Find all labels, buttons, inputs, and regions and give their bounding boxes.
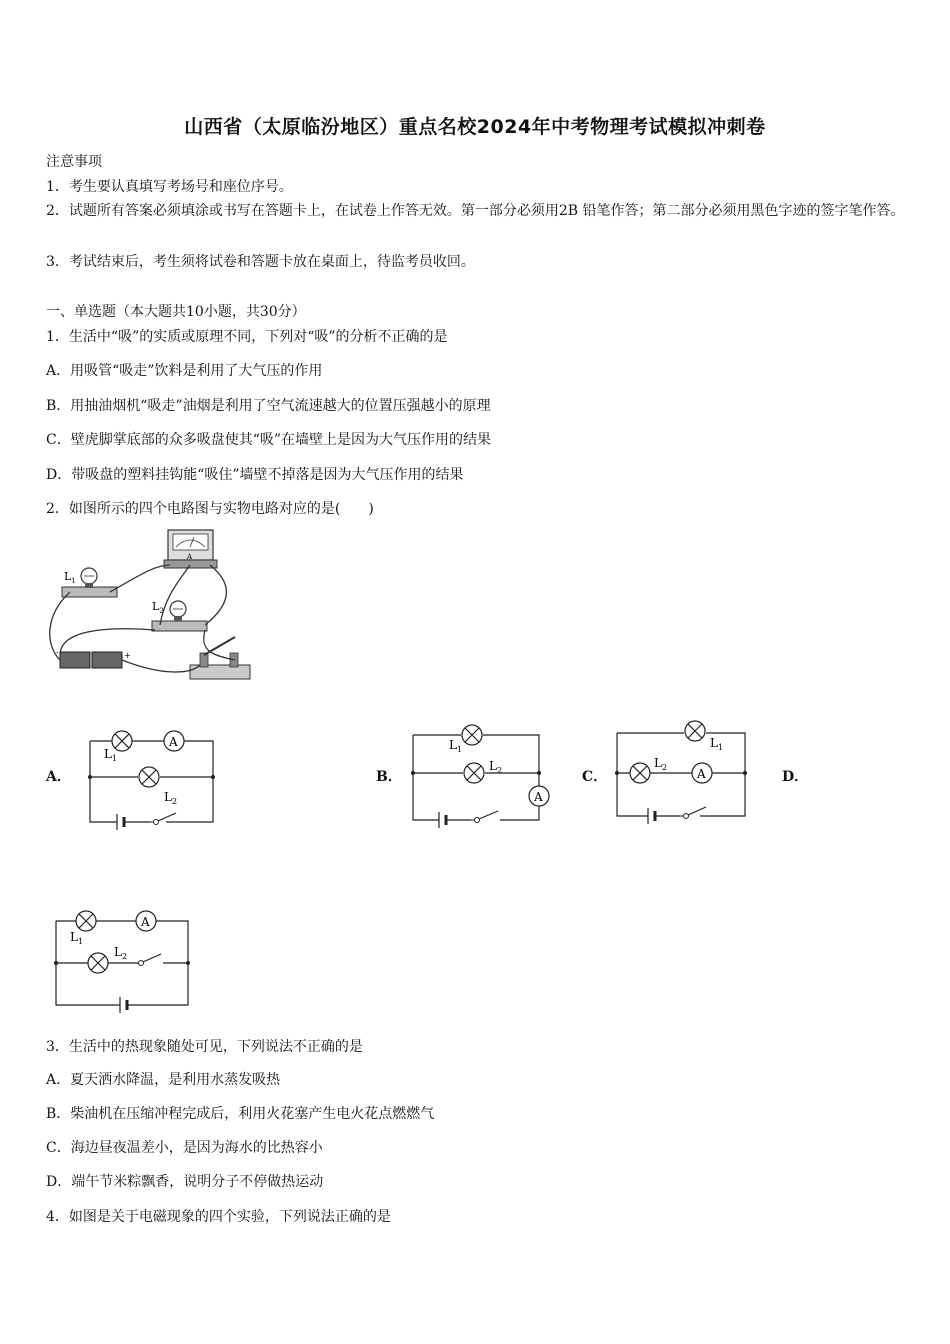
svg-text:A: A bbox=[141, 915, 150, 929]
battery-icon bbox=[439, 812, 446, 828]
switch-icon bbox=[139, 954, 162, 966]
q1-option-b: B．用抽油烟机“吸走”油烟是利用了空气流速越大的位置压强越小的原理 bbox=[46, 398, 491, 414]
ammeter-icon bbox=[529, 786, 549, 806]
label-l1: $L_1$ bbox=[104, 747, 118, 763]
label-l1: $L_1$ bbox=[70, 930, 84, 946]
notice-heading: 注意事项 bbox=[46, 154, 102, 170]
switch-icon bbox=[150, 813, 176, 825]
lamp-l2-icon bbox=[464, 763, 484, 783]
svg-text:A: A bbox=[534, 790, 543, 804]
q3-stem: 3．生活中的热现象随处可见，下列说法不正确的是 bbox=[46, 1039, 363, 1055]
q2-option-b-label: B． bbox=[376, 769, 402, 785]
svg-text:+: + bbox=[124, 651, 131, 660]
switch-icon bbox=[190, 637, 250, 679]
q2-option-d-label: D． bbox=[782, 769, 809, 785]
battery-icon bbox=[56, 648, 131, 668]
notice-item-3: 3．考试结束后，考生须将试卷和答题卡放在桌面上，待监考员收回。 bbox=[46, 254, 475, 270]
svg-text:A: A bbox=[169, 735, 178, 749]
lamp-l2-icon bbox=[139, 767, 159, 787]
ammeter-meter-icon bbox=[164, 530, 217, 568]
ammeter-label: A bbox=[187, 553, 193, 561]
circuit-diagram-a bbox=[80, 725, 225, 830]
lamp-l1-icon bbox=[685, 721, 705, 741]
q1-option-a: A．用吸管“吸走”饮料是利用了大气压的作用 bbox=[46, 363, 323, 379]
q3-option-c: C．海边昼夜温差小，是因为海水的比热容小 bbox=[46, 1140, 323, 1156]
q3-option-d: D．端午节米粽飘香，说明分子不停做热运动 bbox=[46, 1174, 324, 1190]
section-heading: 一、单选题（本大题共10小题，共30分） bbox=[46, 304, 306, 320]
switch-icon bbox=[680, 807, 706, 819]
q1-option-d: D．带吸盘的塑料挂钩能“吸住”墙壁不掉落是因为大气压作用的结果 bbox=[46, 467, 464, 483]
label-l1: $L_1$ bbox=[449, 738, 463, 754]
q2-option-a-label: A． bbox=[46, 769, 71, 785]
switch-icon bbox=[471, 811, 498, 823]
label-l2: $L_2$ bbox=[654, 756, 668, 772]
physical-l2-label: $L_2$ bbox=[152, 600, 164, 615]
page-title: 山西省（太原临汾地区）重点名校2024年中考物理考试模拟冲刺卷 bbox=[184, 116, 766, 138]
notice-item-1: 1．考生要认真填写考场号和座位序号。 bbox=[46, 179, 293, 195]
circuit-diagram-b bbox=[405, 718, 560, 836]
q1-option-c: C．壁虎脚掌底部的众多吸盘使其“吸”在墙壁上是因为大气压作用的结果 bbox=[46, 432, 492, 448]
circuit-diagram-c bbox=[612, 715, 757, 830]
lamp-l2-icon bbox=[630, 763, 650, 783]
label-l2: $L_2$ bbox=[114, 945, 128, 961]
q4-stem: 4．如图是关于电磁现象的四个实验，下列说法正确的是 bbox=[46, 1209, 391, 1225]
q3-option-a: A．夏天洒水降温，是利用水蒸发吸热 bbox=[46, 1072, 281, 1088]
label-l1: $L_1$ bbox=[710, 736, 724, 752]
bulb-l2-icon bbox=[152, 600, 207, 631]
lamp-l1-icon bbox=[76, 911, 96, 931]
svg-text:-: - bbox=[56, 648, 59, 657]
physical-l1-label: $L_1$ bbox=[64, 570, 76, 585]
physical-circuit-figure bbox=[40, 525, 265, 695]
svg-text:A: A bbox=[697, 767, 706, 781]
q1-stem: 1．生活中“吸”的实质或原理不同，下列对“吸”的分析不正确的是 bbox=[46, 329, 448, 345]
ammeter-icon bbox=[692, 763, 712, 783]
label-l2: $L_2$ bbox=[164, 790, 178, 806]
q2-option-c-label: C． bbox=[582, 769, 608, 785]
ammeter-icon bbox=[136, 911, 156, 931]
notice-item-2: 2．试题所有答案必须填涂或书写在答题卡上，在试卷上作答无效。第一部分必须用2B 铅笔作答；第二部分必须用黑色字迹的签字笔作答。 bbox=[46, 203, 905, 219]
battery-icon bbox=[120, 997, 127, 1013]
ammeter-icon bbox=[164, 731, 184, 751]
label-l2: $L_2$ bbox=[489, 759, 503, 775]
battery-icon bbox=[117, 814, 124, 830]
q2-stem: 2．如图所示的四个电路图与实物电路对应的是( ) bbox=[46, 501, 374, 517]
lamp-l1-icon bbox=[462, 725, 482, 745]
lamp-l1-icon bbox=[112, 731, 132, 751]
q3-option-b: B．柴油机在压缩冲程完成后，利用火花塞产生电火花点燃燃气 bbox=[46, 1106, 435, 1122]
lamp-l2-icon bbox=[88, 953, 108, 973]
circuit-diagram-d bbox=[48, 903, 198, 1015]
battery-icon bbox=[648, 808, 655, 824]
